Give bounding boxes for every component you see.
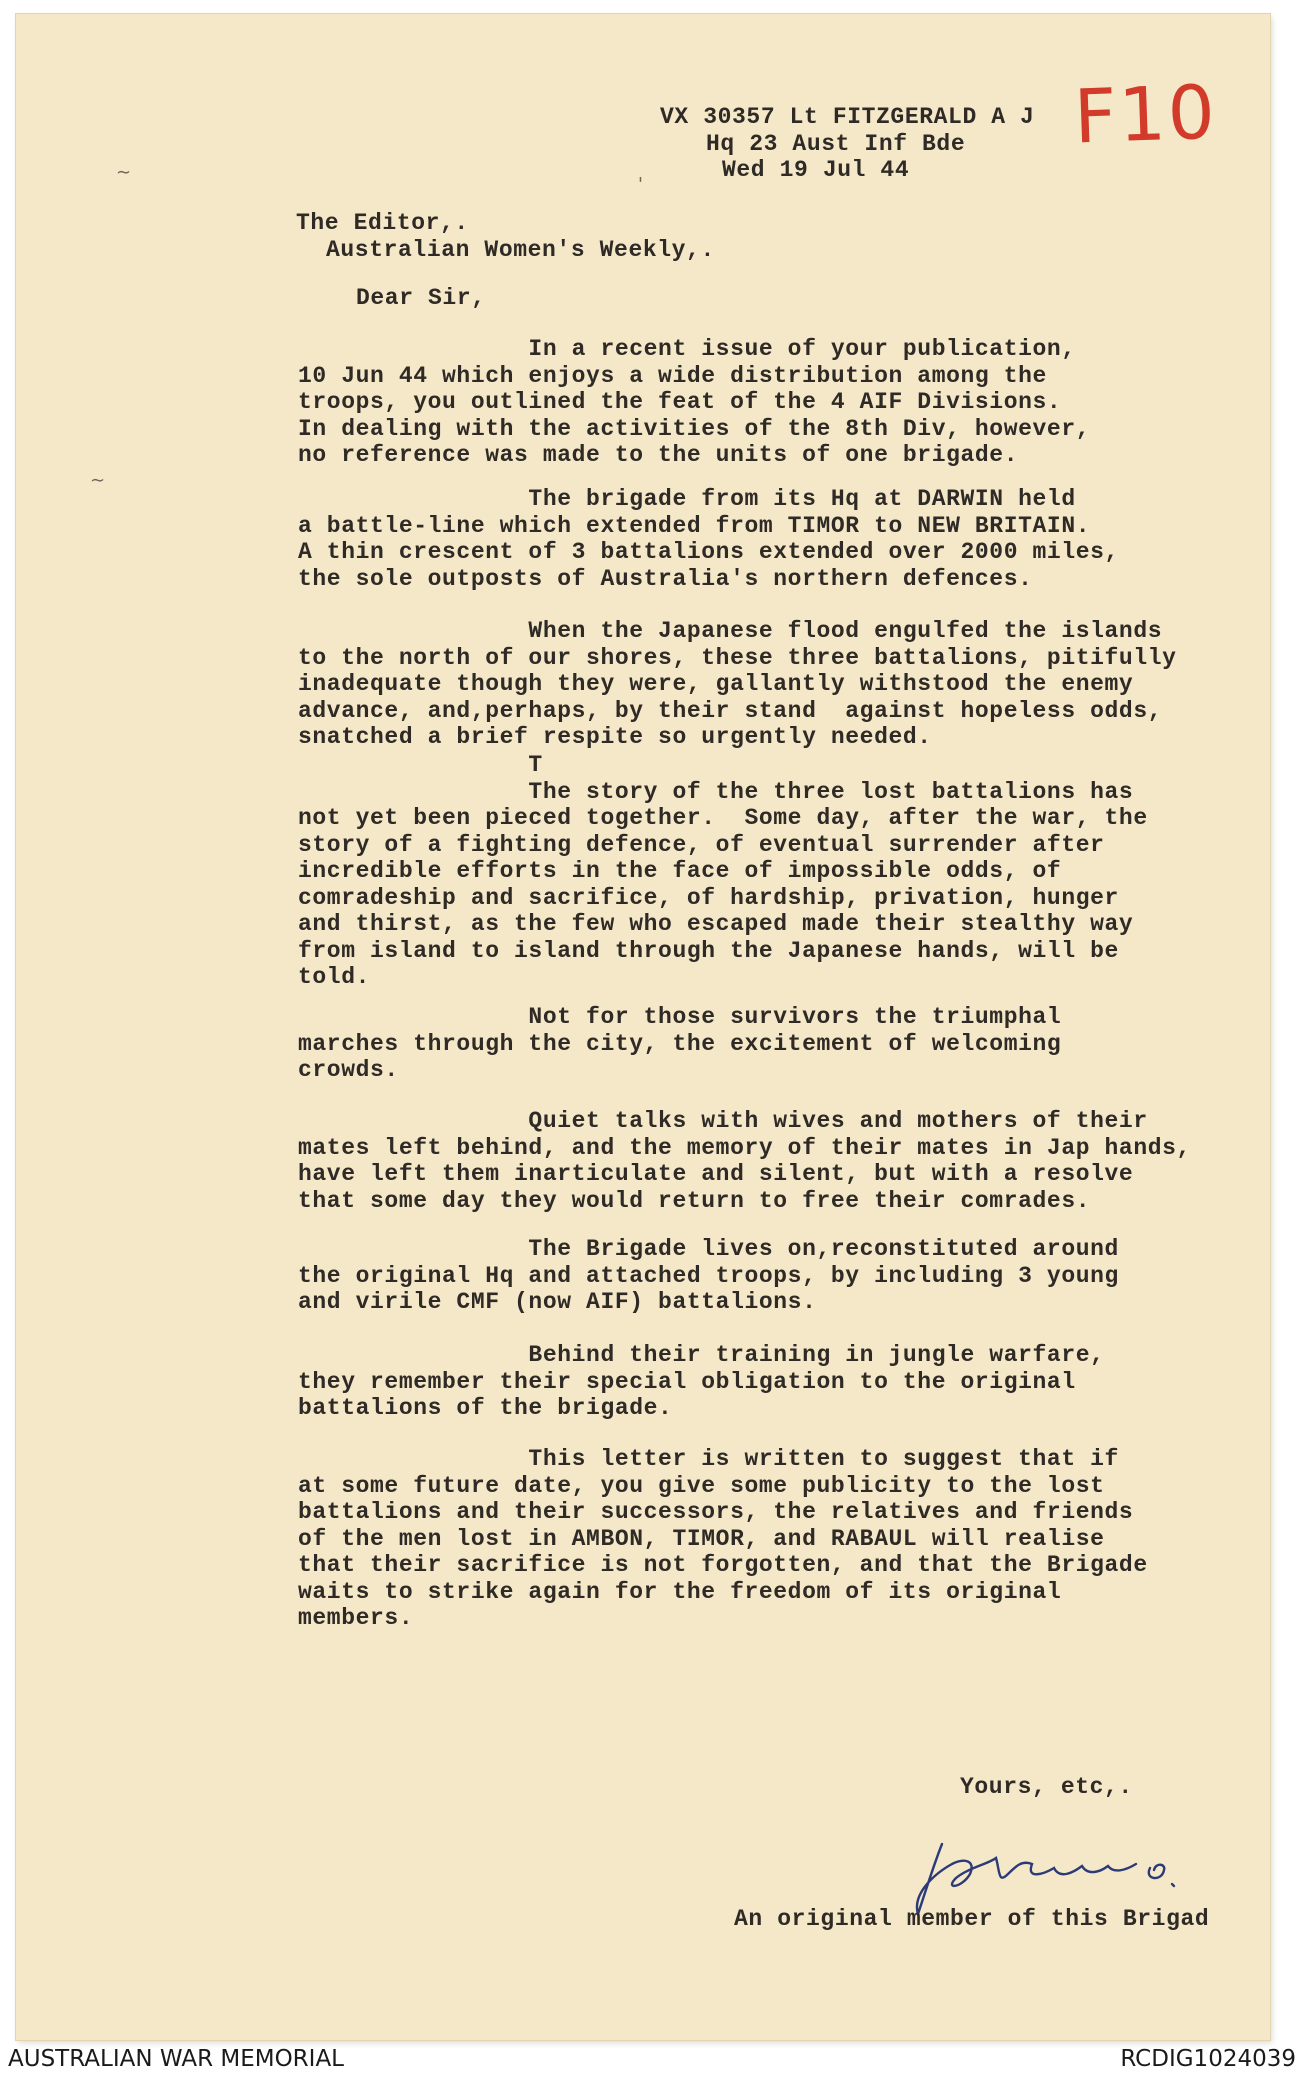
paper-mark: ∼ (116, 162, 132, 183)
paragraph-8: Behind their training in jungle warfare, they remember their special obligation to the original battalions of the brigade. (298, 1342, 1105, 1421)
addressee-line-2: Australian Women's Weekly,. (326, 236, 715, 263)
closing: Yours, etc,. (960, 1774, 1133, 1800)
paper-mark: ' (638, 174, 643, 195)
addressee-line-1: The Editor,. (296, 210, 469, 236)
paragraph-4: T The story of the three lost battalions has not yet been pieced together. Some day, after the war, the story of a fighting defence, of eventual surrender after incredible efforts in the face of impossible odds, of comradeship and sacrifice, of hardship, privation, hunger and thirst, as the few who escaped made their stealthy way from island to island through the Japanese hands, will be told. (298, 752, 1148, 990)
institution-label: AUSTRALIAN WAR MEMORIAL (8, 2046, 344, 2072)
date-line: Wed 19 Jul 44 (722, 157, 910, 183)
paragraph-9: This letter is written to suggest that if at some future date, you give some publicity to the lost battalions and their successors, the relatives and friends of the men lost in AMBON, TIMOR, and RABAUL will realise that their sacrifice is not forgotten, and that the Brigade waits to strike again for the freedom of its original members. (298, 1446, 1148, 1631)
letter-sheet (16, 14, 1270, 2040)
signature-note: An original member of this Brigad (734, 1906, 1210, 1932)
unit-line: Hq 23 Aust Inf Bde (706, 130, 966, 157)
paragraph-1: In a recent issue of your publication, 10 Jun 44 which enjoys a wide distribution among the troops, you outlined the feat of the 4 AIF Divisions. In dealing with the activities of the 8th Div, however, no reference was made to the units of one brigade. (298, 336, 1091, 468)
salutation: Dear Sir, (356, 285, 486, 311)
paragraph-6: Quiet talks with wives and mothers of their mates left behind, and the memory of their mates in Jap hands, have left them inarticulate and silent, but with a resolve that some day they would return to free their comrades. (298, 1108, 1191, 1214)
paragraph-7: The Brigade lives on,reconstituted around the original Hq and attached troops, by including 3 young and virile CMF (now AIF) battalions. (298, 1236, 1119, 1315)
sender-line: VX 30357 Lt FITZGERALD A J (660, 104, 1035, 130)
addressee-block (296, 210, 715, 263)
letter-header (660, 104, 1034, 184)
paragraph-2: The brigade from its Hq at DARWIN held a battle-line which extended from TIMOR to NEW BRITAIN. A thin crescent of 3 battalions extended over 2000 miles, the sole outposts of Australia's northern defences. (298, 486, 1119, 592)
paragraph-5: Not for those survivors the triumphal marches through the city, the excitement of welcoming crowds. (298, 1004, 1062, 1083)
paragraph-3: When the Japanese flood engulfed the islands to the north of our shores, these three battalions, pitifully inadequate though they were, gallantly withstood the enemy advance, and,perhaps, by their stand against hopeless odds, snatched a brief respite so urgently needed. (298, 618, 1177, 750)
paper-mark: ∼ (90, 470, 106, 491)
catalogue-id: RCDIG1024039 (1120, 2046, 1296, 2072)
file-reference-annotation: F10 (1072, 69, 1219, 161)
